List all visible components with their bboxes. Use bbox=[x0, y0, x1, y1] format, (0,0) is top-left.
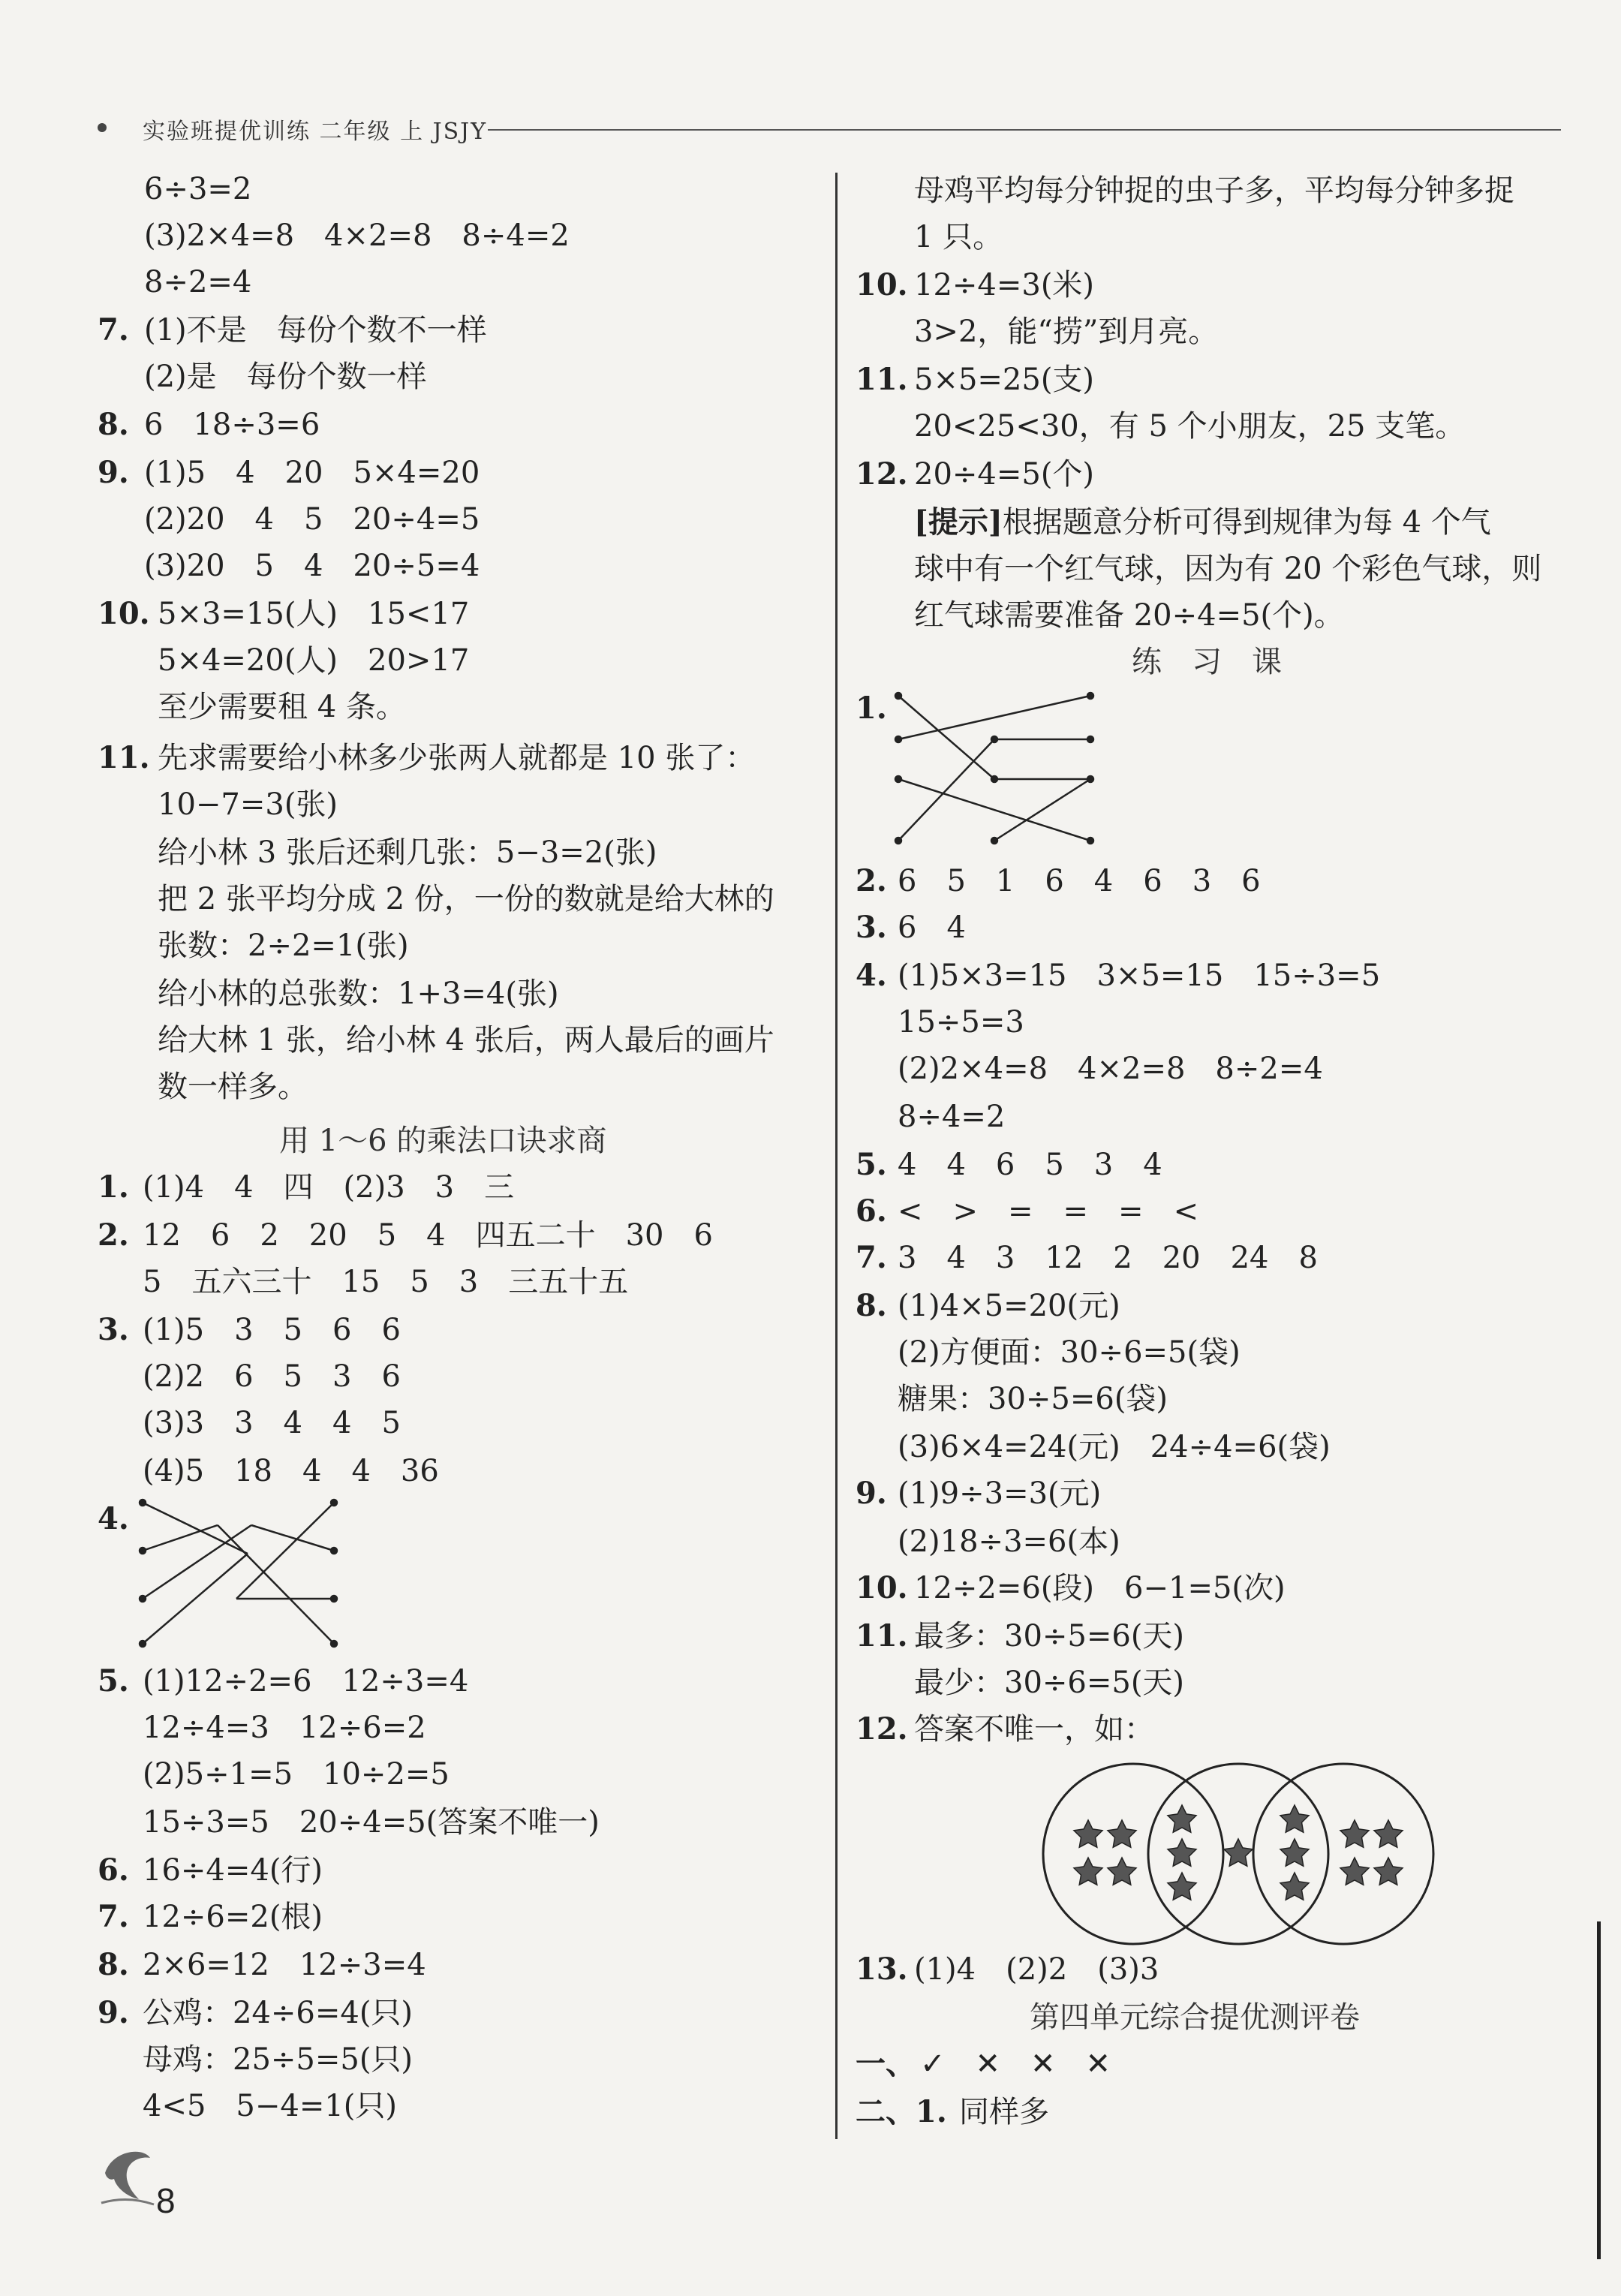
question-number: 9. bbox=[856, 1476, 887, 1511]
answer-line: 最少：30÷6=5(天) bbox=[914, 1666, 1185, 1700]
answer-line: (1)4 (2)2 (3)3 bbox=[914, 1952, 1159, 1987]
answer-line: (2)是 每份个数一样 bbox=[144, 360, 427, 394]
column-divider bbox=[835, 173, 838, 2139]
question-number: 10. bbox=[98, 596, 150, 631]
question-number: 1. bbox=[98, 1169, 129, 1205]
question-number: 10. bbox=[856, 267, 908, 302]
answer-line: 给大林 1 张，给小林 4 张后，两人最后的画片 bbox=[158, 1023, 774, 1058]
answer-line: (2)5÷1=5 10÷2=5 bbox=[143, 1757, 450, 1792]
question-number: 7. bbox=[98, 312, 129, 348]
section-title: 练 习 课 bbox=[1132, 645, 1282, 679]
header-rule bbox=[488, 129, 1561, 131]
answer-line: 6 4 bbox=[898, 910, 966, 945]
answer-line: 给小林 3 张后还剩几张：5−3=2(张) bbox=[158, 835, 657, 870]
answer-line: < > = = = < bbox=[898, 1194, 1199, 1229]
answer-line: 先求需要给小林多少张两人就都是 10 张了： bbox=[158, 741, 756, 775]
answer-line: 球中有一个红气球，因为有 20 个彩色气球，则 bbox=[914, 552, 1542, 586]
answer-line: 12÷4=3(米) bbox=[914, 268, 1095, 302]
answer-line: (3)6×4=24(元) 24÷4=6(袋) bbox=[898, 1430, 1331, 1464]
question-number: 7. bbox=[856, 1240, 887, 1275]
page-header bbox=[98, 113, 1561, 143]
question-number: 5. bbox=[856, 1147, 887, 1182]
question-number: 6. bbox=[856, 1193, 887, 1229]
hint-line bbox=[914, 504, 1491, 540]
answer-line: 糖果：30÷5=6(袋) bbox=[898, 1382, 1168, 1416]
question-number: 12. bbox=[856, 456, 908, 492]
question-number: 8. bbox=[856, 1288, 887, 1323]
question-number: 一、 bbox=[856, 2046, 916, 2081]
answer-line: 3 4 3 12 2 20 24 8 bbox=[898, 1241, 1318, 1275]
matching-lines-figure bbox=[889, 687, 1099, 852]
matching-lines-figure bbox=[128, 1494, 353, 1651]
answer-line: 5×3=15(人) 15<17 bbox=[158, 597, 470, 631]
header-bullet-icon bbox=[98, 123, 107, 132]
answer-line: 6 5 1 6 4 6 3 6 bbox=[898, 864, 1261, 898]
answer-line: 公鸡：24÷6=4(只) bbox=[143, 1996, 414, 2030]
answer-line: 至少需要租 4 条。 bbox=[158, 690, 406, 724]
page-number: 8 bbox=[156, 2181, 176, 2220]
answer-line: 15÷3=5 20÷4=5(答案不唯一) bbox=[143, 1805, 600, 1840]
question-number: 11. bbox=[856, 1618, 908, 1654]
answer-line: 5×5=25(支) bbox=[914, 363, 1095, 397]
answer-line: 20<25<30，有 5 个小朋友，25 支笔。 bbox=[914, 409, 1466, 444]
answer-line: (2)2×4=8 4×2=8 8÷2=4 bbox=[898, 1052, 1323, 1086]
page-edge-shadow bbox=[1597, 1921, 1601, 2259]
question-number: 11. bbox=[98, 740, 150, 775]
answer-line: (3)2×4=8 4×2=8 8÷4=2 bbox=[144, 218, 570, 253]
answer-line: 8÷4=2 bbox=[898, 1100, 1006, 1134]
question-number: 二、1. bbox=[856, 2094, 947, 2129]
question-number: 9. bbox=[98, 1995, 129, 2030]
answer-line: (4)5 18 4 4 36 bbox=[143, 1454, 439, 1488]
answer-line: (1)5×3=15 3×5=15 15÷3=5 bbox=[898, 958, 1381, 993]
hint-text: 根据题意分析可得到规律为每 4 个气 bbox=[1002, 505, 1491, 540]
answer-line: 16÷4=4(行) bbox=[143, 1853, 323, 1888]
answer-line: 3>2，能“捞”到月亮。 bbox=[914, 314, 1219, 349]
answer-line: 12 6 2 20 5 4 四五二十 30 6 bbox=[143, 1218, 713, 1253]
answer-line: 10−7=3(张) bbox=[158, 787, 338, 822]
answer-line: 最多：30÷5=6(天) bbox=[914, 1619, 1185, 1654]
question-number: 4. bbox=[98, 1501, 129, 1536]
answer-line: (2)方便面：30÷6=5(袋) bbox=[898, 1335, 1241, 1370]
answer-line: 2×6=12 12÷3=4 bbox=[143, 1948, 426, 1982]
answer-line: (1)4×5=20(元) bbox=[898, 1289, 1120, 1323]
answer-line: 数一样多。 bbox=[158, 1070, 308, 1104]
answer-line: 母鸡平均每分钟捉的虫子多，平均每分钟多捉 bbox=[914, 173, 1514, 208]
question-number: 8. bbox=[98, 1947, 129, 1982]
answer-line: 12÷4=3 12÷6=2 bbox=[143, 1711, 426, 1745]
answer-line: (1)不是 每份个数不一样 bbox=[144, 313, 487, 348]
answer-line: 同样多 bbox=[959, 2095, 1049, 2129]
answer-line: (2)2 6 5 3 6 bbox=[143, 1359, 401, 1394]
venn-stars-figure bbox=[1036, 1756, 1441, 1951]
answer-line: 答案不唯一，如： bbox=[914, 1712, 1154, 1747]
answer-line: (2)20 4 5 20÷4=5 bbox=[144, 502, 480, 537]
dolphin-icon bbox=[98, 2143, 158, 2210]
answer-line: (1)9÷3=3(元) bbox=[898, 1476, 1102, 1511]
question-number: 3. bbox=[856, 910, 887, 945]
question-number: 2. bbox=[856, 863, 887, 898]
answer-line: 12÷2=6(段) 6−1=5(次) bbox=[914, 1571, 1286, 1605]
answer-line: 红气球需要准备 20÷4=5(个)。 bbox=[914, 598, 1344, 633]
answer-line: (1)5 3 5 6 6 bbox=[143, 1313, 401, 1347]
question-number: 9. bbox=[98, 455, 129, 490]
question-number: 8. bbox=[98, 407, 129, 442]
answer-line: ✓ ✕ ✕ ✕ bbox=[920, 2047, 1111, 2081]
answer-line: 6÷3=2 bbox=[144, 172, 252, 206]
answer-line: (1)5 4 20 5×4=20 bbox=[144, 456, 480, 490]
answer-line: (3)20 5 4 20÷5=4 bbox=[144, 549, 480, 583]
answer-line: 给小林的总张数：1+3=4(张) bbox=[158, 976, 559, 1011]
answer-line: 5 五六三十 15 5 3 三五十五 bbox=[143, 1265, 629, 1299]
answer-line: 4 4 6 5 3 4 bbox=[898, 1148, 1162, 1182]
question-number: 6. bbox=[98, 1852, 129, 1888]
section-title: 第四单元综合提优测评卷 bbox=[1030, 2000, 1360, 2035]
answer-line: 把 2 张平均分成 2 份，一份的数就是给大林的 bbox=[158, 882, 774, 916]
answer-line: 20÷4=5(个) bbox=[914, 457, 1095, 492]
answer-line: 母鸡：25÷5=5(只) bbox=[143, 2042, 414, 2077]
question-number: 5. bbox=[98, 1663, 129, 1699]
answer-line: 8÷2=4 bbox=[144, 265, 252, 299]
question-number: 3. bbox=[98, 1312, 129, 1347]
answer-line: (2)18÷3=6(本) bbox=[898, 1524, 1120, 1559]
section-title: 用 1～6 的乘法口诀求商 bbox=[279, 1124, 607, 1158]
answer-line: (1)4 4 四 (2)3 3 三 bbox=[143, 1170, 515, 1205]
answer-line: 4<5 5−4=1(只) bbox=[143, 2089, 398, 2123]
answer-line: 6 18÷3=6 bbox=[144, 408, 320, 442]
answer-line: 张数：2÷2=1(张) bbox=[158, 928, 409, 963]
answer-line: 15÷5=3 bbox=[898, 1005, 1024, 1040]
question-number: 7. bbox=[98, 1899, 129, 1934]
question-number: 13. bbox=[856, 1951, 908, 1987]
answer-line: (3)3 3 4 4 5 bbox=[143, 1406, 401, 1440]
answer-line: 12÷6=2(根) bbox=[143, 1900, 323, 1934]
question-number: 10. bbox=[856, 1570, 908, 1605]
answer-line: 5×4=20(人) 20>17 bbox=[158, 643, 470, 678]
question-number: 1. bbox=[856, 691, 887, 726]
answer-line: (1)12÷2=6 12÷3=4 bbox=[143, 1664, 469, 1699]
question-number: 2. bbox=[98, 1217, 129, 1253]
question-number: 4. bbox=[856, 958, 887, 993]
hint-tag: [提示] bbox=[914, 504, 1003, 540]
question-number: 12. bbox=[856, 1711, 908, 1747]
question-number: 11. bbox=[856, 362, 908, 397]
header-title: 实验班提优训练 二年级 上 JSJY bbox=[143, 119, 488, 145]
answer-line: 1 只。 bbox=[914, 220, 1003, 254]
